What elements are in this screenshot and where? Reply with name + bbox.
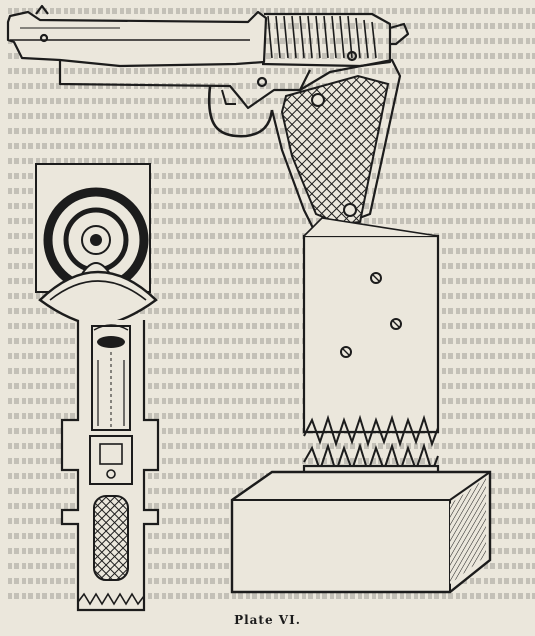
grip-screw: [312, 94, 324, 106]
plate-caption: Plate VI.: [234, 613, 301, 627]
grip-screw: [344, 204, 356, 216]
barrel-cross-section: [40, 272, 158, 610]
wooden-block-with-serrated-cut: [232, 218, 490, 592]
